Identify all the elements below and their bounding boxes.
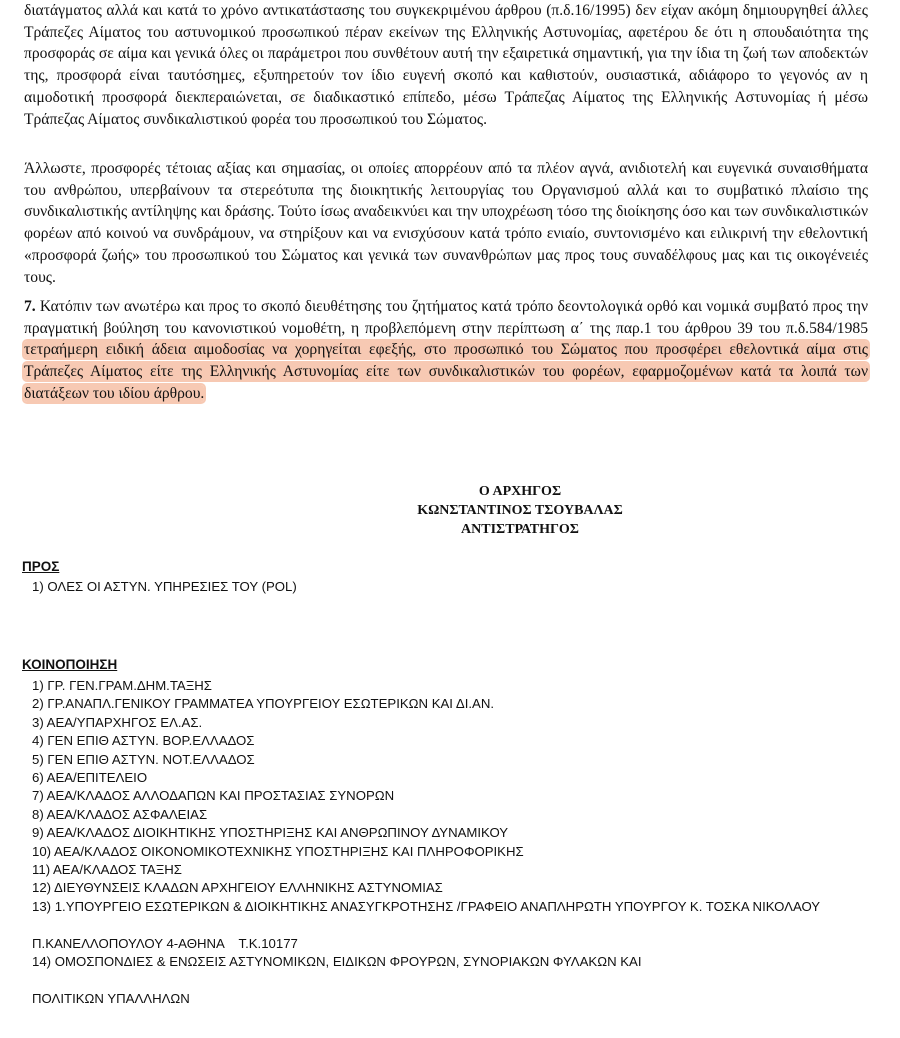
list-item: 14) ΟΜΟΣΠΟΝΔΙΕΣ & ΕΝΩΣΕΙΣ ΑΣΤΥΝΟΜΙΚΩΝ, ΕΙΔΙΚΩΝ ΦΡΟΥΡΩΝ, ΣΥΝΟΡΙΑΚΩΝ ΦΥΛΑΚΩΝ ΚΑΙ (32, 954, 642, 969)
list-item: 2) ΓΡ.ΑΝΑΠΛ.ΓΕΝΙΚΟΥ ΓΡΑΜΜΑΤΕΑ ΥΠΟΥΡΓΕΙΟΥ ΕΣΩΤΕΡΙΚΩΝ ΚΑΙ ΔΙ.ΑΝ. (32, 696, 495, 712)
list-item: 10) ΑΕΑ/ΚΛΑΔΟΣ ΟΙΚΟΝΟΜΙΚΟΤΕΧΝΙΚΗΣ ΥΠΟΣΤΗΡΙΞΗΣ ΚΑΙ ΠΛΗΡΟΦΟΡΙΚΗΣ (32, 843, 524, 859)
signature-name: ΚΩΝΣΤΑΝΤΙΝΟΣ ΤΣΟΥΒΑΛΑΣ (417, 503, 623, 518)
list-item-continuation: ΠΟΛΙΤΙΚΩΝ ΥΠΑΛΛΗΛΩΝ (32, 991, 190, 1006)
list-item: 8) ΑΕΑ/ΚΛΑΔΟΣ ΑΣΦΑΛΕΙΑΣ (32, 806, 208, 822)
paragraph-7-text: Κατόπιν των ανωτέρω και προς το σκοπό διευθέτησης του ζητήματος κατά τρόπο δεοντολογικά ορθό και νομικά συμβατό προς την πραγματική βούληση του κανονιστικού νομοθέτη, η προβλεπόμενη στην περίπτωση α΄ της παρ.1 του άρθρου 39 του π.δ.584/1985 (24, 298, 868, 337)
list-item: 5) ΓΕΝ ΕΠΙΘ ΑΣΤΥΝ. ΝΟΤ.ΕΛΛΑΔΟΣ (32, 751, 255, 767)
notification-list (32, 677, 862, 916)
recipients-list (32, 578, 862, 596)
notification-heading: ΚΟΙΝΟΠΟΙΗΣΗ (22, 657, 118, 672)
highlighted-text: τετραήμερη ειδική άδεια αιμοδοσίας να χορηγείται εφεξής, στο προσωπικό του Σώματος που προσφέρει εθελοντικά αίμα στις Τράπεζες Αίματος είτε της Ελληνικής Αστυνομίας είτε των συνδικαλιστικών του φορέων, εφαρμοζομένων κατά τα λοιπά των διατάξεων του ιδίου άρθρου. (24, 341, 868, 402)
list-item: 11) ΑΕΑ/ΚΛΑΔΟΣ ΤΑΞΗΣ (32, 862, 182, 878)
list-item: 13) 1.ΥΠΟΥΡΓΕΙΟ ΕΣΩΤΕΡΙΚΩΝ & ΔΙΟΙΚΗΤΙΚΗΣ ΑΝΑΣΥΓΚΡΟΤΗΣΗΣ /ΓΡΑΦΕΙΟ ΑΝΑΠΛΗΡΩΤΗ ΥΠΟΥΡΓΟΥ Κ. ΤΟΣΚΑ ΝΙΚΟΛΑΟΥ (32, 898, 821, 914)
list-item: 4) ΓΕΝ ΕΠΙΘ ΑΣΤΥΝ. ΒΟΡ.ΕΛΛΑΔΟΣ (32, 733, 255, 749)
recipients-heading: ΠΡΟΣ (22, 559, 60, 574)
paragraph-2: Άλλωστε, προσφορές τέτοιας αξίας και σημασίας, οι οποίες απορρέουν από τα πλέον αγνά, ανιδιοτελή και ευγενικά συναισθήματα του ανθρώπου, υπερβαίνουν τα στερεότυπα της διοικητικής λειτουργίας του Οργανισμού αλλά και το συμβατικό πλαίσιο της συνδικαλιστικής αντίληψης και δράσης. Τούτο ίσως αναδεικνύει και την υποχρέωση τόσο της διοίκησης όσο και των συνδικαλιστικών φορέων από κοινού να συνδράμουν, να στηρίξουν και να ενισχύσουν κατά τρόπο ενιαίο, συντονισμένο και ειλικρινή την εθελοντική «προσφορά ζωής» του προσωπικού του Σώματος και γενικά των συνανθρώπων μας προς τους συναδέλφους μας και τις οικογένειές τους. (24, 160, 868, 286)
signature-title: Ο ΑΡΧΗΓΟΣ (478, 484, 562, 499)
address-line: Π.ΚΑΝΕΛΛΟΠΟΥΛΟΥ 4-ΑΘΗΝΑ Τ.Κ.10177 (32, 936, 298, 951)
paragraph-number: 7. (24, 298, 36, 315)
list-item: 3) ΑΕΑ/ΥΠΑΡΧΗΓΟΣ ΕΛ.ΑΣ. (32, 714, 203, 730)
list-item: 1) ΟΛΕΣ ΟΙ ΑΣΤΥΝ. ΥΠΗΡΕΣΙΕΣ ΤΟΥ (POL) (32, 579, 297, 594)
paragraph-1: διατάγματος αλλά και κατά το χρόνο αντικατάστασης του συγκεκριμένου άρθρου (π.δ.16/1995) δεν είχαν ακόμη δημιουργηθεί άλλες Τράπεζες Αίματος του αστυνομικού προσωπικού πέραν εκείνων της Ελληνικής Αστυνομίας, αφετέρου δε ότι η σπουδαιότητα της προσφοράς σε αίμα και γενικά όλες οι παράμετροι που συνθέτουν αυτή την εξαιρετικά σημαντική, για την ίδια τη ζωή των αποδεκτών της, προσφορά είναι ταυτόσημες, εξυπηρετούν τον ίδιο ευγενή σκοπό και καθιστούν, ουσιαστικά, αδιάφορο το γεγονός αν η αιμοδοτική προσφορά διεκπεραιώνεται, σε διαδικαστικό επίπεδο, μέσω Τράπεζας Αίματος της Ελληνικής Αστυνομίας ή μέσω Τράπεζας Αίματος συνδικαλιστικού φορέα του προσωπικού του Σώματος. (24, 2, 868, 128)
list-item: 12) ΔΙΕΥΘΥΝΣΕΙΣ ΚΛΑΔΩΝ ΑΡΧΗΓΕΙΟΥ ΕΛΛΗΝΙΚΗΣ ΑΣΤΥΝΟΜΙΑΣ (32, 880, 443, 896)
signature-rank: ΑΝΤΙΣΤΡΑΤΗΓΟΣ (461, 522, 579, 537)
paragraph-7 (24, 296, 868, 405)
list-item: 9) ΑΕΑ/ΚΛΑΔΟΣ ΔΙΟΙΚΗΤΙΚΗΣ ΥΠΟΣΤΗΡΙΞΗΣ ΚΑΙ ΑΝΘΡΩΠΙΝΟΥ ΔΥΝΑΜΙΚΟΥ (32, 825, 509, 841)
list-item: 7) ΑΕΑ/ΚΛΑΔΟΣ ΑΛΛΟΔΑΠΩΝ ΚΑΙ ΠΡΟΣΤΑΣΙΑΣ ΣΥΝΟΡΩΝ (32, 788, 395, 804)
list-item: 6) ΑΕΑ/ΕΠΙΤΕΛΕΙΟ (32, 770, 148, 786)
list-item: 1) ΓΡ. ΓΕΝ.ΓΡΑΜ.ΔΗΜ.ΤΑΞΗΣ (32, 678, 212, 693)
